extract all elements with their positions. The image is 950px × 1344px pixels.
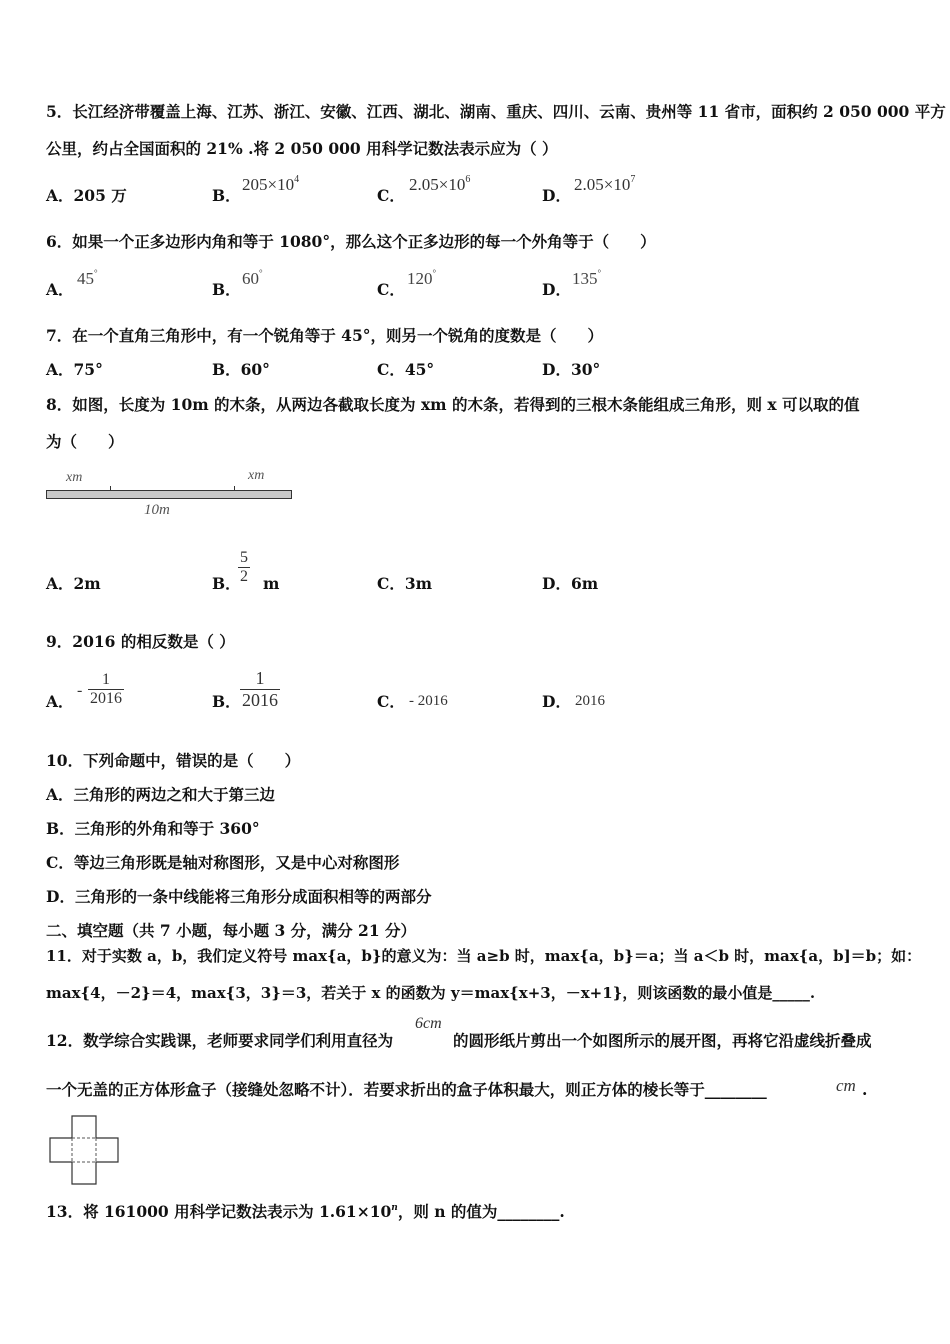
q6-option-d-value: 135° bbox=[572, 268, 602, 288]
q11-line1: 11．对于实数 a，b，我们定义符号 max{a，b}的意义为：当 a≥b 时，max{a，b}＝a；当 a＜b 时，max{a，b]＝b；如： bbox=[46, 947, 922, 965]
q9-option-b-label: B． bbox=[212, 692, 241, 711]
q7-option-b: B．60° bbox=[212, 360, 270, 379]
q9-option-d-label: D． bbox=[542, 692, 571, 711]
q10-option-a: A．三角形的两边之和大于第三边 bbox=[46, 785, 276, 804]
q8-option-b-label: B． bbox=[212, 574, 241, 593]
q8-option-d: D．6m bbox=[542, 574, 599, 593]
q8-fig-bottom-label: 10m bbox=[144, 502, 170, 518]
q10-line1: 10．下列命题中，错误的是（ ） bbox=[46, 751, 301, 770]
q10-option-d: D．三角形的一条中线能将三角形分成面积相等的两部分 bbox=[46, 887, 432, 906]
q8-fig-left-label: xm bbox=[66, 470, 83, 485]
q12-diameter: 6cm bbox=[415, 1015, 442, 1032]
q9-option-a-sign: - bbox=[77, 682, 83, 699]
q8-option-b-unit: m bbox=[263, 574, 280, 593]
q8-line2: 为（ ） bbox=[46, 432, 124, 451]
q7-option-d: D．30° bbox=[542, 360, 601, 379]
q6-option-a-label: A． bbox=[46, 280, 74, 299]
q6-option-d-label: D． bbox=[542, 280, 571, 299]
q13-line: 13．将 161000 用科学记数法表示为 $1.61\times 10^n$，则 n 的值为________. bbox=[46, 1202, 565, 1221]
q9-option-c-label: C． bbox=[377, 692, 405, 711]
q7-line1: 7．在一个直角三角形中，有一个锐角等于 45°，则另一个锐角的度数是（ ） bbox=[46, 326, 604, 345]
q12-cube-net-figure bbox=[48, 1114, 122, 1188]
q6-option-a-value: 45° bbox=[77, 268, 98, 288]
q5-line1: 5．长江经济带覆盖上海、江苏、浙江、安徽、江西、湖北、湖南、重庆、四川、云南、贵州等 11 省市，面积约 2 050 000 平方 bbox=[46, 102, 946, 121]
q5-option-a: A．205 万 bbox=[46, 186, 127, 205]
q6-line1: 6．如果一个正多边形内角和等于 1080°，那么这个正多边形的每一个外角等于（ ） bbox=[46, 232, 656, 251]
q5-option-d-expr: $2.05\times 10^7$ bbox=[574, 174, 636, 194]
q7-option-a: A．75° bbox=[46, 360, 103, 379]
q9-option-c-value: - 2016 bbox=[409, 693, 448, 709]
q9-option-a-fraction: $\frac{1}{2016}$ bbox=[90, 671, 122, 707]
q6-option-c-value: 120° bbox=[407, 268, 437, 288]
q5-option-b-expr: $205\times 10^4$ bbox=[242, 174, 300, 194]
q10-option-b: B．三角形的外角和等于 360° bbox=[46, 819, 260, 838]
q10-option-c: C．等边三角形既是轴对称图形，又是中心对称图形 bbox=[46, 853, 400, 872]
q6-option-b-value: 60° bbox=[242, 268, 263, 288]
q12-line2: 一个无盖的正方体形盒子（接缝处忽略不计）．若要求折出的盒子体积最大，则正方体的棱长等于________ bbox=[46, 1080, 767, 1099]
q12-line1-part1: 12．数学综合实践课，老师要求同学们利用直径为 bbox=[46, 1031, 394, 1050]
q8-tick-left bbox=[110, 486, 111, 491]
q8-line1: 8．如图，长度为 10m 的木条，从两边各截取长度为 xm 的木条，若得到的三根木条能组成三角形，则 x 可以取的值 bbox=[46, 395, 860, 414]
q8-wood-strip bbox=[46, 490, 292, 499]
q7-option-c: C．45° bbox=[377, 360, 435, 379]
q5-option-b-label: B． bbox=[212, 186, 241, 205]
q9-option-b-fraction: $\frac{1}{2016}$ bbox=[242, 668, 278, 710]
q5-option-c-label: C． bbox=[377, 186, 405, 205]
q11-line2: max{4，－2}＝4，max{3，3}＝3，若关于 x 的函数为 y＝max{x+3，－x+1}，则该函数的最小值是_____. bbox=[46, 984, 816, 1002]
q8-option-c: C．3m bbox=[377, 574, 433, 593]
q12-end: . bbox=[862, 1080, 868, 1099]
q9-option-d-value: 2016 bbox=[575, 693, 605, 709]
q5-option-c-expr: $2.05\times 10^6$ bbox=[409, 174, 471, 194]
q8-figure bbox=[44, 468, 294, 524]
q9-option-a-label: A． bbox=[46, 692, 74, 711]
q5-option-d-label: D． bbox=[542, 186, 571, 205]
q5-line2: 公里，约占全国面积的 21% .将 2 050 000 用科学记数法表示应为（ ） bbox=[46, 139, 558, 158]
q6-option-b-label: B． bbox=[212, 280, 241, 299]
q9-line1: 9．2016 的相反数是（ ） bbox=[46, 632, 235, 651]
section-2-heading: 二、填空题（共 7 小题，每小题 3 分，满分 21 分） bbox=[46, 921, 417, 940]
q8-option-b-fraction: $\frac{5}{2}$ bbox=[240, 549, 248, 585]
q8-fig-right-label: xm bbox=[248, 468, 265, 483]
q8-tick-right bbox=[234, 486, 235, 491]
q12-unit: cm bbox=[836, 1076, 856, 1095]
q8-option-a: A．2m bbox=[46, 574, 101, 593]
q6-option-c-label: C． bbox=[377, 280, 405, 299]
q12-line1-part2: 的圆形纸片剪出一个如图所示的展开图，再将它沿虚线折叠成 bbox=[453, 1031, 872, 1050]
